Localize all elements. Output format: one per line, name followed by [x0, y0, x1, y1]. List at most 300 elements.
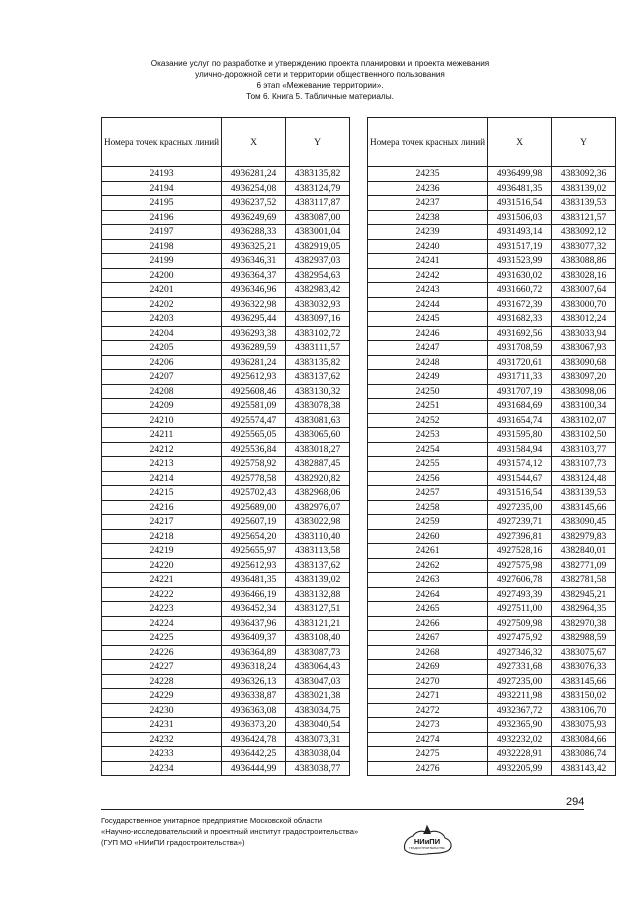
point-number-cell: 24202 [102, 297, 222, 312]
footer-line-3: (ГУП МО «НИиПИ градостроительства») [101, 838, 245, 847]
point-number-cell: 24234 [102, 761, 222, 776]
point-number-cell: 24260 [368, 529, 488, 544]
point-number-cell: 24205 [102, 341, 222, 356]
y-coordinate-cell: 4383097,16 [286, 312, 350, 327]
table-row [368, 326, 616, 341]
table-row [368, 355, 616, 370]
document-header [120, 58, 520, 102]
table-row [368, 616, 616, 631]
point-number-cell: 24197 [102, 225, 222, 240]
point-number-cell: 24212 [102, 442, 222, 457]
x-coordinate-cell: 4931692,56 [488, 326, 552, 341]
y-coordinate-cell: 4383102,72 [286, 326, 350, 341]
table-row [368, 239, 616, 254]
y-coordinate-cell: 4383040,54 [286, 718, 350, 733]
y-coordinate-cell: 4383034,75 [286, 703, 350, 718]
y-coordinate-cell: 4383078,38 [286, 399, 350, 414]
table-row [368, 268, 616, 283]
point-number-cell: 24274 [368, 732, 488, 747]
y-coordinate-cell: 4382983,42 [286, 283, 350, 298]
table-body-right [368, 167, 616, 776]
table-row [368, 471, 616, 486]
x-coordinate-cell: 4925581,09 [222, 399, 286, 414]
y-coordinate-cell: 4383137,62 [286, 370, 350, 385]
header-line-3: 6 этап «Межевание территории». [256, 81, 384, 90]
y-coordinate-cell: 4383145,66 [552, 500, 616, 515]
table-row [368, 225, 616, 240]
point-number-cell: 24264 [368, 587, 488, 602]
table-row [368, 674, 616, 689]
header-y: Y [552, 118, 616, 167]
table-row [368, 486, 616, 501]
x-coordinate-cell: 4936481,35 [222, 573, 286, 588]
table-row [102, 413, 350, 428]
y-coordinate-cell: 4383145,66 [552, 674, 616, 689]
y-coordinate-cell: 4383102,50 [552, 428, 616, 443]
y-coordinate-cell: 4382887,45 [286, 457, 350, 472]
x-coordinate-cell: 4932367,72 [488, 703, 552, 718]
point-number-cell: 24195 [102, 196, 222, 211]
x-coordinate-cell: 4927239,71 [488, 515, 552, 530]
y-coordinate-cell: 4383090,45 [552, 515, 616, 530]
table-row [102, 384, 350, 399]
x-coordinate-cell: 4936237,52 [222, 196, 286, 211]
x-coordinate-cell: 4931595,80 [488, 428, 552, 443]
table-row [368, 500, 616, 515]
point-number-cell: 24270 [368, 674, 488, 689]
table-row [102, 645, 350, 660]
point-number-cell: 24220 [102, 558, 222, 573]
table-row [102, 341, 350, 356]
table-row [368, 558, 616, 573]
x-coordinate-cell: 4936481,35 [488, 181, 552, 196]
y-coordinate-cell: 4383028,16 [552, 268, 616, 283]
x-coordinate-cell: 4936249,69 [222, 210, 286, 225]
x-coordinate-cell: 4931708,59 [488, 341, 552, 356]
x-coordinate-cell: 4932232,02 [488, 732, 552, 747]
x-coordinate-cell: 4925608,46 [222, 384, 286, 399]
y-coordinate-cell: 4383022,98 [286, 515, 350, 530]
logo-subtext: ГРАДОСТРОИТЕЛЬСТВА [409, 846, 445, 850]
table-row [102, 660, 350, 675]
table-row [102, 239, 350, 254]
y-coordinate-cell: 4383021,38 [286, 689, 350, 704]
table-row [102, 428, 350, 443]
table-row [102, 471, 350, 486]
point-number-cell: 24235 [368, 167, 488, 182]
point-number-cell: 24244 [368, 297, 488, 312]
x-coordinate-cell: 4936346,31 [222, 254, 286, 269]
table-row [102, 515, 350, 530]
footer-line-1: Государственное унитарное предприятие Московской области [101, 816, 323, 825]
x-coordinate-cell: 4936326,13 [222, 674, 286, 689]
y-coordinate-cell: 4383064,43 [286, 660, 350, 675]
y-coordinate-cell: 4382937,03 [286, 254, 350, 269]
table-row [368, 297, 616, 312]
point-number-cell: 24249 [368, 370, 488, 385]
x-coordinate-cell: 4936364,89 [222, 645, 286, 660]
y-coordinate-cell: 4383065,60 [286, 428, 350, 443]
y-coordinate-cell: 4383075,67 [552, 645, 616, 660]
table-row [102, 297, 350, 312]
x-coordinate-cell: 4931516,54 [488, 196, 552, 211]
x-coordinate-cell: 4925689,00 [222, 500, 286, 515]
point-number-cell: 24252 [368, 413, 488, 428]
y-coordinate-cell: 4382976,07 [286, 500, 350, 515]
y-coordinate-cell: 4382945,21 [552, 587, 616, 602]
table-row [368, 181, 616, 196]
y-coordinate-cell: 4383124,48 [552, 471, 616, 486]
table-row [102, 602, 350, 617]
table-row [102, 732, 350, 747]
x-coordinate-cell: 4925574,47 [222, 413, 286, 428]
x-coordinate-cell: 4932228,91 [488, 747, 552, 762]
x-coordinate-cell: 4925565,05 [222, 428, 286, 443]
point-number-cell: 24245 [368, 312, 488, 327]
point-number-cell: 24218 [102, 529, 222, 544]
y-coordinate-cell: 4382781,58 [552, 573, 616, 588]
x-coordinate-cell: 4931682,33 [488, 312, 552, 327]
y-coordinate-cell: 4383000,70 [552, 297, 616, 312]
y-coordinate-cell: 4382988,59 [552, 631, 616, 646]
table-row [368, 573, 616, 588]
point-number-cell: 24273 [368, 718, 488, 733]
table-row [368, 587, 616, 602]
table-row [368, 703, 616, 718]
table-row [368, 254, 616, 269]
point-number-cell: 24265 [368, 602, 488, 617]
point-number-cell: 24239 [368, 225, 488, 240]
table-row [102, 689, 350, 704]
table-row [102, 587, 350, 602]
y-coordinate-cell: 4383124,79 [286, 181, 350, 196]
x-coordinate-cell: 4931720,61 [488, 355, 552, 370]
x-coordinate-cell: 4925612,93 [222, 370, 286, 385]
page-number: 294 [566, 796, 585, 808]
y-coordinate-cell: 4383012,24 [552, 312, 616, 327]
y-coordinate-cell: 4383121,21 [286, 616, 350, 631]
y-coordinate-cell: 4383139,02 [552, 181, 616, 196]
y-coordinate-cell: 4383150,02 [552, 689, 616, 704]
point-number-cell: 24226 [102, 645, 222, 660]
point-number-cell: 24209 [102, 399, 222, 414]
point-number-cell: 24216 [102, 500, 222, 515]
point-number-cell: 24246 [368, 326, 488, 341]
point-number-cell: 24233 [102, 747, 222, 762]
header-x: X [488, 118, 552, 167]
point-number-cell: 24204 [102, 326, 222, 341]
point-number-cell: 24214 [102, 471, 222, 486]
table-row [102, 457, 350, 472]
table-row [368, 761, 616, 776]
y-coordinate-cell: 4383086,74 [552, 747, 616, 762]
point-number-cell: 24268 [368, 645, 488, 660]
table-row [368, 660, 616, 675]
y-coordinate-cell: 4383139,53 [552, 196, 616, 211]
table-row [368, 196, 616, 211]
point-number-cell: 24262 [368, 558, 488, 573]
y-coordinate-cell: 4383106,70 [552, 703, 616, 718]
point-number-cell: 24215 [102, 486, 222, 501]
point-number-cell: 24258 [368, 500, 488, 515]
table-row [102, 210, 350, 225]
point-number-cell: 24255 [368, 457, 488, 472]
x-coordinate-cell: 4936288,33 [222, 225, 286, 240]
y-coordinate-cell: 4382970,38 [552, 616, 616, 631]
point-number-cell: 24223 [102, 602, 222, 617]
point-number-cell: 24275 [368, 747, 488, 762]
point-number-cell: 24247 [368, 341, 488, 356]
x-coordinate-cell: 4931654,74 [488, 413, 552, 428]
x-coordinate-cell: 4931517,19 [488, 239, 552, 254]
point-number-cell: 24219 [102, 544, 222, 559]
table-row [368, 718, 616, 733]
table-row [102, 747, 350, 762]
x-coordinate-cell: 4931707,19 [488, 384, 552, 399]
table-row [368, 515, 616, 530]
point-number-cell: 24248 [368, 355, 488, 370]
x-coordinate-cell: 4931672,39 [488, 297, 552, 312]
y-coordinate-cell: 4383084,66 [552, 732, 616, 747]
coordinates-table-left [101, 117, 350, 776]
table-row [102, 616, 350, 631]
point-number-cell: 24206 [102, 355, 222, 370]
table-row [368, 399, 616, 414]
table-row [102, 761, 350, 776]
table-row [102, 703, 350, 718]
table-header-row [102, 118, 350, 167]
x-coordinate-cell: 4927235,00 [488, 500, 552, 515]
x-coordinate-cell: 4936318,24 [222, 660, 286, 675]
table-row [102, 486, 350, 501]
point-number-cell: 24199 [102, 254, 222, 269]
x-coordinate-cell: 4936295,44 [222, 312, 286, 327]
point-number-cell: 24242 [368, 268, 488, 283]
x-coordinate-cell: 4925654,20 [222, 529, 286, 544]
point-number-cell: 24224 [102, 616, 222, 631]
y-coordinate-cell: 4383113,58 [286, 544, 350, 559]
y-coordinate-cell: 4383090,68 [552, 355, 616, 370]
table-body-left [102, 167, 350, 776]
header-point-numbers: Номера точек красных линий [368, 118, 488, 167]
header-line-2: улично-дорожной сети и территории общественного пользования [195, 70, 445, 79]
point-number-cell: 24267 [368, 631, 488, 646]
table-row [368, 544, 616, 559]
table-row [102, 631, 350, 646]
x-coordinate-cell: 4931630,02 [488, 268, 552, 283]
y-coordinate-cell: 4383038,77 [286, 761, 350, 776]
y-coordinate-cell: 4383092,12 [552, 225, 616, 240]
x-coordinate-cell: 4925758,92 [222, 457, 286, 472]
x-coordinate-cell: 4925612,93 [222, 558, 286, 573]
x-coordinate-cell: 4936364,37 [222, 268, 286, 283]
y-coordinate-cell: 4383067,93 [552, 341, 616, 356]
x-coordinate-cell: 4936281,24 [222, 355, 286, 370]
x-coordinate-cell: 4932211,98 [488, 689, 552, 704]
x-coordinate-cell: 4931523,99 [488, 254, 552, 269]
institute-logo [399, 822, 455, 858]
point-number-cell: 24221 [102, 573, 222, 588]
point-number-cell: 24203 [102, 312, 222, 327]
x-coordinate-cell: 4936466,19 [222, 587, 286, 602]
table-row [102, 544, 350, 559]
y-coordinate-cell: 4383137,62 [286, 558, 350, 573]
header-line-1: Оказание услуг по разработке и утверждению проекта планировки и проекта межевания [150, 59, 490, 68]
table-row [368, 283, 616, 298]
y-coordinate-cell: 4383098,06 [552, 384, 616, 399]
y-coordinate-cell: 4383007,64 [552, 283, 616, 298]
header-point-numbers: Номера точек красных линий [102, 118, 222, 167]
y-coordinate-cell: 4382771,09 [552, 558, 616, 573]
x-coordinate-cell: 4936409,37 [222, 631, 286, 646]
x-coordinate-cell: 4925655,97 [222, 544, 286, 559]
point-number-cell: 24229 [102, 689, 222, 704]
point-number-cell: 24269 [368, 660, 488, 675]
footer-divider [101, 809, 584, 810]
table-row [368, 602, 616, 617]
x-coordinate-cell: 4932205,99 [488, 761, 552, 776]
x-coordinate-cell: 4927606,78 [488, 573, 552, 588]
point-number-cell: 24236 [368, 181, 488, 196]
header-y: Y [286, 118, 350, 167]
table-row [102, 196, 350, 211]
x-coordinate-cell: 4931493,14 [488, 225, 552, 240]
x-coordinate-cell: 4936442,25 [222, 747, 286, 762]
x-coordinate-cell: 4936293,38 [222, 326, 286, 341]
table-row [368, 167, 616, 182]
point-number-cell: 24193 [102, 167, 222, 182]
x-coordinate-cell: 4931516,54 [488, 486, 552, 501]
y-coordinate-cell: 4382979,83 [552, 529, 616, 544]
point-number-cell: 24222 [102, 587, 222, 602]
point-number-cell: 24211 [102, 428, 222, 443]
table-row [102, 718, 350, 733]
y-coordinate-cell: 4383135,82 [286, 167, 350, 182]
y-coordinate-cell: 4383139,02 [286, 573, 350, 588]
x-coordinate-cell: 4936322,98 [222, 297, 286, 312]
x-coordinate-cell: 4927235,00 [488, 674, 552, 689]
point-number-cell: 24266 [368, 616, 488, 631]
point-number-cell: 24243 [368, 283, 488, 298]
x-coordinate-cell: 4927511,00 [488, 602, 552, 617]
y-coordinate-cell: 4383038,04 [286, 747, 350, 762]
x-coordinate-cell: 4936325,21 [222, 239, 286, 254]
y-coordinate-cell: 4383073,31 [286, 732, 350, 747]
table-row [368, 413, 616, 428]
table-row [368, 210, 616, 225]
y-coordinate-cell: 4383110,40 [286, 529, 350, 544]
y-coordinate-cell: 4383047,03 [286, 674, 350, 689]
logo-text: НИиПИ [413, 837, 441, 846]
point-number-cell: 24254 [368, 442, 488, 457]
point-number-cell: 24232 [102, 732, 222, 747]
x-coordinate-cell: 4925778,58 [222, 471, 286, 486]
x-coordinate-cell: 4931574,12 [488, 457, 552, 472]
logo-emblem-icon [399, 822, 455, 858]
point-number-cell: 24241 [368, 254, 488, 269]
y-coordinate-cell: 4382919,05 [286, 239, 350, 254]
table-row [102, 225, 350, 240]
x-coordinate-cell: 4927575,98 [488, 558, 552, 573]
x-coordinate-cell: 4936424,78 [222, 732, 286, 747]
table-row [368, 442, 616, 457]
table-row [102, 399, 350, 414]
y-coordinate-cell: 4383087,73 [286, 645, 350, 660]
point-number-cell: 24196 [102, 210, 222, 225]
table-row [102, 283, 350, 298]
point-number-cell: 24237 [368, 196, 488, 211]
table-row [102, 558, 350, 573]
y-coordinate-cell: 4383087,00 [286, 210, 350, 225]
table-row [102, 181, 350, 196]
x-coordinate-cell: 4936346,96 [222, 283, 286, 298]
x-coordinate-cell: 4927528,16 [488, 544, 552, 559]
table-row [102, 529, 350, 544]
point-number-cell: 24259 [368, 515, 488, 530]
x-coordinate-cell: 4936281,24 [222, 167, 286, 182]
y-coordinate-cell: 4383130,32 [286, 384, 350, 399]
point-number-cell: 24250 [368, 384, 488, 399]
y-coordinate-cell: 4382964,35 [552, 602, 616, 617]
y-coordinate-cell: 4383100,34 [552, 399, 616, 414]
x-coordinate-cell: 4927396,81 [488, 529, 552, 544]
point-number-cell: 24261 [368, 544, 488, 559]
table-row [102, 312, 350, 327]
y-coordinate-cell: 4382968,06 [286, 486, 350, 501]
point-number-cell: 24238 [368, 210, 488, 225]
point-number-cell: 24210 [102, 413, 222, 428]
document-footer [101, 815, 401, 848]
y-coordinate-cell: 4383077,32 [552, 239, 616, 254]
table-row [102, 500, 350, 515]
table-row [368, 747, 616, 762]
point-number-cell: 24251 [368, 399, 488, 414]
x-coordinate-cell: 4936499,98 [488, 167, 552, 182]
y-coordinate-cell: 4383081,63 [286, 413, 350, 428]
point-number-cell: 24256 [368, 471, 488, 486]
y-coordinate-cell: 4383108,40 [286, 631, 350, 646]
y-coordinate-cell: 4383088,86 [552, 254, 616, 269]
y-coordinate-cell: 4383111,57 [286, 341, 350, 356]
table-row [368, 457, 616, 472]
y-coordinate-cell: 4382954,63 [286, 268, 350, 283]
point-number-cell: 24240 [368, 239, 488, 254]
y-coordinate-cell: 4383135,82 [286, 355, 350, 370]
table-row [102, 442, 350, 457]
point-number-cell: 24271 [368, 689, 488, 704]
point-number-cell: 24228 [102, 674, 222, 689]
table-row [368, 529, 616, 544]
x-coordinate-cell: 4925536,84 [222, 442, 286, 457]
x-coordinate-cell: 4927346,32 [488, 645, 552, 660]
coordinates-table-right [367, 117, 616, 776]
point-number-cell: 24194 [102, 181, 222, 196]
x-coordinate-cell: 4936452,34 [222, 602, 286, 617]
y-coordinate-cell: 4383092,36 [552, 167, 616, 182]
y-coordinate-cell: 4383097,20 [552, 370, 616, 385]
y-coordinate-cell: 4383103,77 [552, 442, 616, 457]
y-coordinate-cell: 4383143,42 [552, 761, 616, 776]
point-number-cell: 24207 [102, 370, 222, 385]
header-line-4: Том 6. Книга 5. Табличные материалы. [246, 92, 394, 101]
point-number-cell: 24217 [102, 515, 222, 530]
table-row [102, 355, 350, 370]
table-row [102, 167, 350, 182]
table-row [102, 326, 350, 341]
y-coordinate-cell: 4383139,53 [552, 486, 616, 501]
point-number-cell: 24230 [102, 703, 222, 718]
table-row [102, 573, 350, 588]
